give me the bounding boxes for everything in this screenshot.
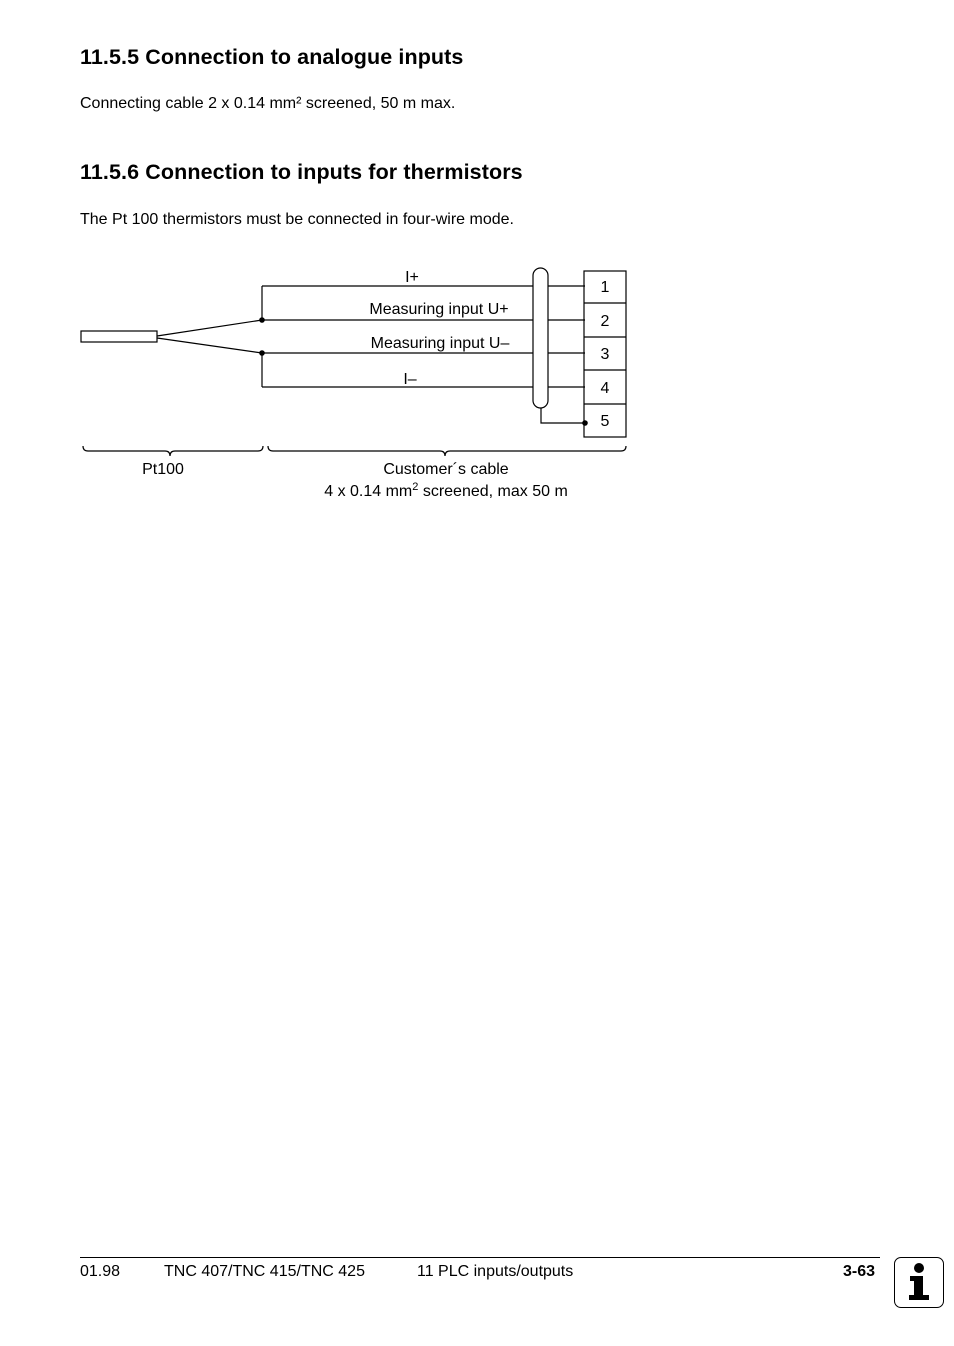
footer-rule bbox=[80, 1257, 880, 1258]
info-icon bbox=[894, 1257, 944, 1308]
thermistor-text: The Pt 100 thermistors must be connected in four-wire mode. bbox=[80, 211, 514, 228]
pt100-brace bbox=[83, 446, 263, 456]
analogue-cable-text: Connecting cable 2 x 0.14 mm² screened, 50 m max. bbox=[80, 95, 456, 112]
footer-page-number: 3-63 bbox=[843, 1263, 876, 1280]
cable-spec: 4 x 0.14 $mm^2$ screened, max 50 m bbox=[324, 481, 568, 500]
label-measuring-u-minus: Measuring input U– bbox=[370, 335, 510, 352]
terminal-2: 2 bbox=[600, 313, 610, 330]
heading-analogue-inputs: 11.5.5 Connection to analogue inputs bbox=[80, 45, 464, 69]
cable-label: Customer´s cable bbox=[383, 461, 509, 478]
footer-model: TNC 407/TNC 415/TNC 425 bbox=[164, 1263, 365, 1280]
terminal-1: 1 bbox=[600, 279, 610, 296]
cable-brace bbox=[268, 446, 626, 456]
label-i-minus: I– bbox=[403, 371, 417, 388]
label-measuring-u-plus: Measuring input U+ bbox=[369, 301, 509, 318]
terminal-4: 4 bbox=[600, 380, 610, 397]
pt100-label: Pt100 bbox=[142, 461, 184, 478]
wiring-diagram bbox=[0, 0, 954, 520]
footer-chapter: 11 PLC inputs/outputs bbox=[417, 1263, 574, 1280]
terminal-3: 3 bbox=[600, 346, 610, 363]
footer-date: 01.98 bbox=[80, 1263, 121, 1280]
pt100-sensor bbox=[81, 331, 157, 342]
label-i-plus: I+ bbox=[405, 269, 419, 286]
terminal-5: 5 bbox=[600, 413, 610, 430]
cable-shield bbox=[533, 268, 548, 408]
heading-thermistor-inputs: 11.5.6 Connection to inputs for thermistors bbox=[80, 160, 523, 184]
